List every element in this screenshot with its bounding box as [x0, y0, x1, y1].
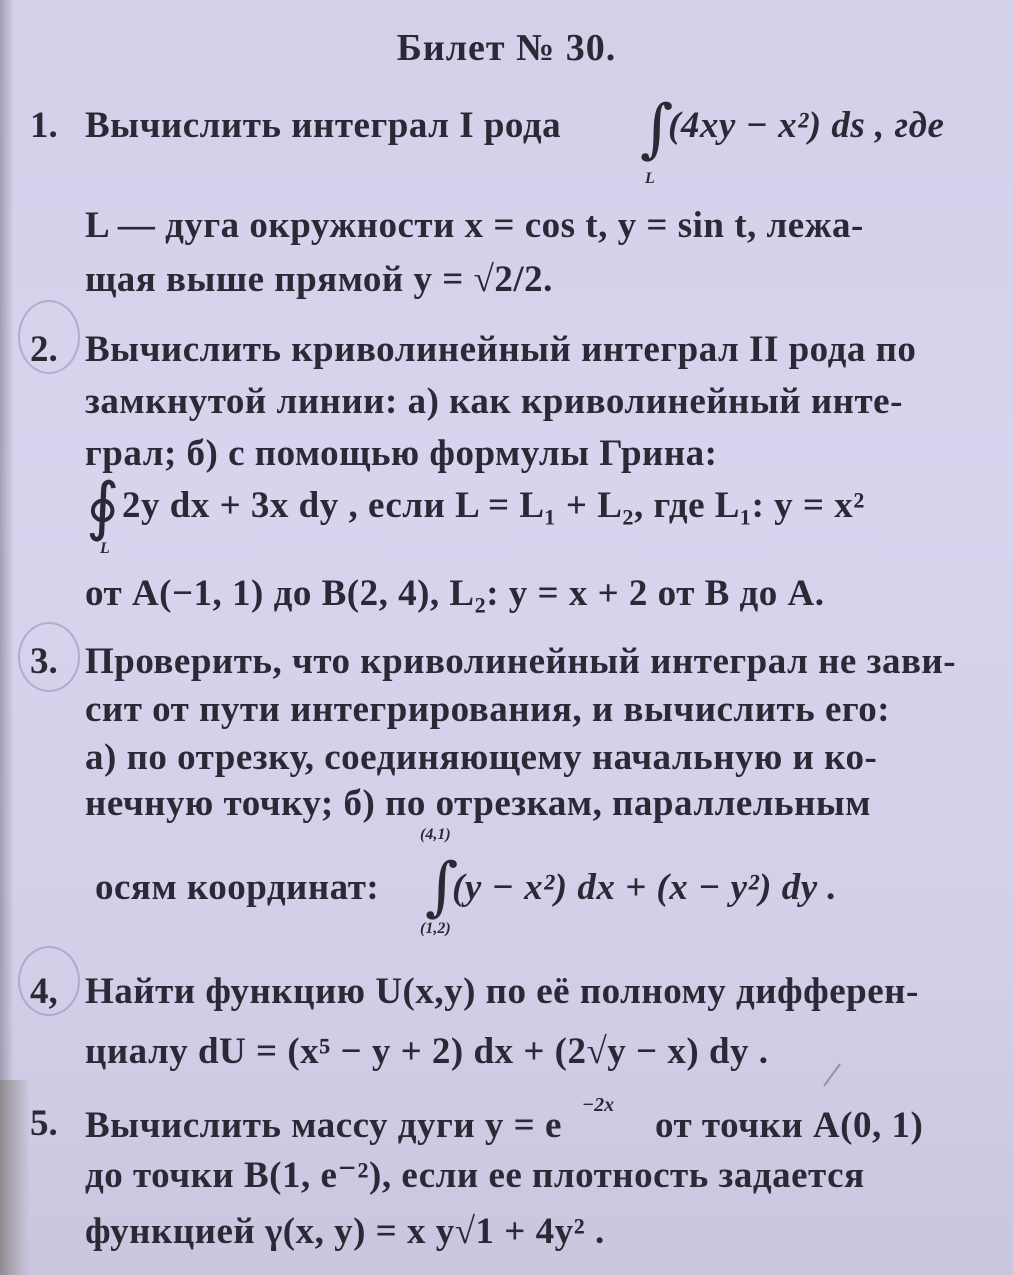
problem-line: щая выше прямой y = √2/2. [85, 259, 553, 300]
problem-line: Найти функцию U(x,y) по её полному дифферен- [85, 971, 919, 1012]
problem-number: 2. [30, 329, 58, 370]
problem-line: (4xy − x²) ds , где [668, 105, 945, 146]
problem-line: нечную точку; б) по отрезкам, параллельным [85, 783, 872, 824]
problem-line: циалу dU = (x⁵ − y + 2) dx + (2√y − x) dy . [85, 1031, 769, 1072]
ticket-title: Билет № 30. [396, 27, 617, 69]
problem-line: сит от пути интегрирования, и вычислить его: [85, 689, 891, 730]
integral-sign: ∫ [425, 850, 459, 924]
problem-number: 4, [30, 971, 58, 1012]
problem-number: 1. [30, 105, 58, 146]
problem-line: осям координат: [95, 867, 380, 908]
problem-line: от точки A(0, 1) [655, 1105, 924, 1146]
problem-line: до точки B(1, e⁻²), если ее плотность задается [85, 1155, 865, 1196]
integral-sign: ∫ [640, 92, 674, 166]
integral-lower-limit: (1,2) [420, 920, 451, 937]
problem-line: Вычислить массу дуги y = e [85, 1105, 562, 1146]
integral-subscript: L [100, 540, 110, 557]
integral-subscript: L [645, 170, 655, 187]
problem-line: Вычислить интеграл I рода [85, 105, 562, 146]
problem-number: 3. [30, 641, 58, 682]
problem-line: замкнутой линии: а) как криволинейный инте- [85, 381, 903, 422]
problem-line: Проверить, что криволинейный интеграл не зави- [85, 641, 957, 682]
pencil-mark [820, 1060, 850, 1090]
problem-number: 5. [30, 1103, 58, 1144]
problem-line: Вычислить криволинейный интеграл II рода по [85, 329, 917, 370]
problem-line: грал; б) с помощью формулы Грина: [85, 433, 718, 474]
contour-integral-sign: ∮ [86, 470, 120, 544]
problem-line: функцией γ(x, y) = x y√1 + 4y² . [85, 1211, 605, 1252]
problem-line: L — дуга окружности x = cos t, y = sin t, лежа- [85, 205, 864, 246]
background-fabric [0, 1080, 30, 1275]
exponent: −2x [582, 1094, 615, 1116]
problem-line: от A(−1, 1) до B(2, 4), L₂: y = x + 2 от B до A. [85, 573, 825, 614]
integral-upper-limit: (4,1) [420, 826, 451, 843]
problem-line: а) по отрезку, соединяющему начальную и ко- [85, 737, 878, 778]
problem-line: 2y dx + 3x dy , если L = L₁ + L₂, где L₁: y = x² [122, 485, 865, 526]
problem-line: (y − x²) dx + (x − y²) dy . [452, 867, 838, 908]
